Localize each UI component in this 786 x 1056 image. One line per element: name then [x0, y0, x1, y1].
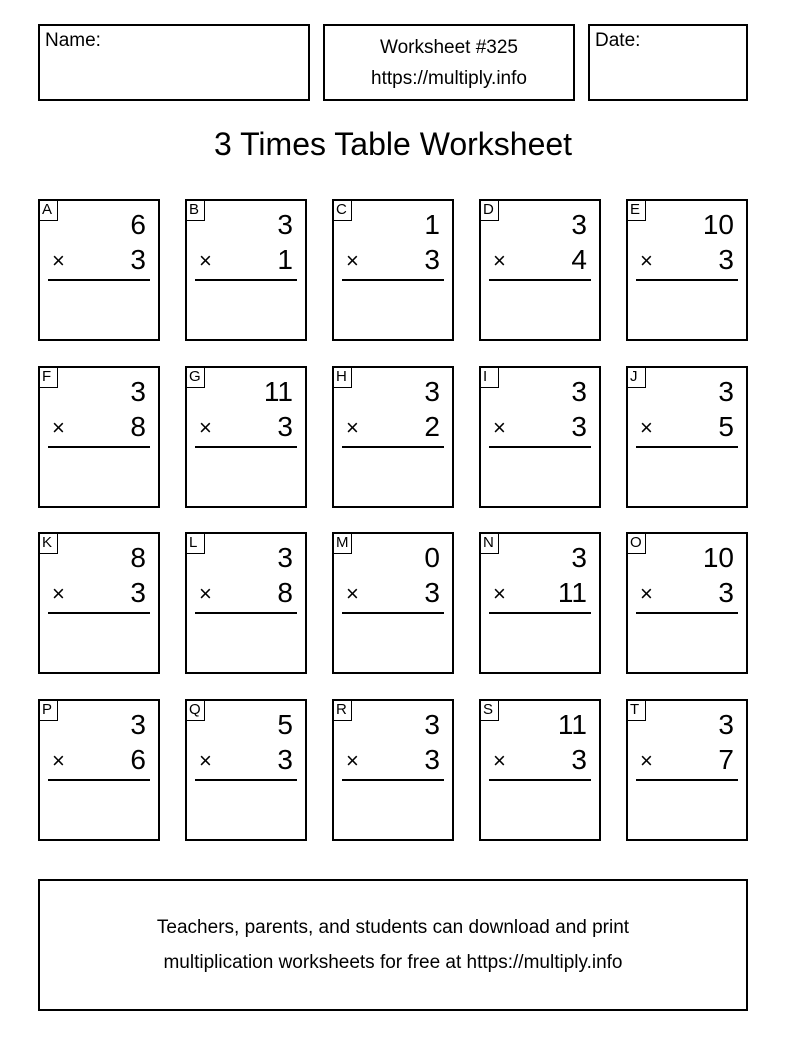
answer-line: [489, 446, 591, 448]
multiplicand: 8: [130, 542, 146, 573]
problem-letter: Q: [185, 699, 205, 721]
answer-line: [489, 779, 591, 781]
problem-card[interactable]: [38, 199, 160, 341]
problem-card[interactable]: [332, 699, 454, 841]
answer-line: [342, 779, 444, 781]
times-sign: ×: [346, 415, 359, 440]
problem-letter: T: [626, 699, 646, 721]
footer-line-1: Teachers, parents, and students can download and print: [156, 917, 630, 938]
times-sign: ×: [640, 248, 653, 273]
times-sign: ×: [346, 581, 359, 606]
problem-card[interactable]: [332, 366, 454, 508]
times-sign: ×: [640, 581, 653, 606]
problem-card[interactable]: [626, 199, 748, 341]
times-sign: ×: [493, 415, 506, 440]
answer-line: [342, 612, 444, 614]
multiplicand: 3: [571, 542, 587, 573]
times-sign: ×: [52, 248, 65, 273]
answer-line: [489, 279, 591, 281]
times-sign: ×: [52, 748, 65, 773]
answer-line: [48, 446, 150, 448]
problem-letter: K: [38, 532, 58, 554]
multiplier: 1: [277, 244, 293, 275]
problem-letter: C: [332, 199, 352, 221]
name-field-box[interactable]: [38, 24, 310, 101]
multiplicand: 3: [571, 209, 587, 240]
problem-card[interactable]: [479, 532, 601, 674]
multiplicand: 10: [702, 209, 734, 240]
date-label: Date:: [595, 30, 641, 51]
problem-card[interactable]: [185, 532, 307, 674]
page-title: 3 Times Table Worksheet: [213, 126, 573, 162]
multiplier: 3: [718, 244, 734, 275]
problem-letter: M: [332, 532, 352, 554]
problem-letter: E: [626, 199, 646, 221]
problem-letter: L: [185, 532, 205, 554]
times-sign: ×: [199, 415, 212, 440]
multiplier: 2: [424, 411, 440, 442]
times-sign: ×: [493, 748, 506, 773]
multiplier: 3: [718, 577, 734, 608]
times-sign: ×: [493, 581, 506, 606]
multiplicand: 3: [718, 376, 734, 407]
problem-card[interactable]: [626, 699, 748, 841]
problem-card[interactable]: [185, 699, 307, 841]
worksheet-url: https://multiply.info: [371, 67, 527, 89]
multiplicand: 3: [130, 376, 146, 407]
problem-letter: O: [626, 532, 646, 554]
problem-letter: H: [332, 366, 352, 388]
multiplicand: 6: [130, 209, 146, 240]
problem-letter: B: [185, 199, 205, 221]
multiplicand: 3: [424, 709, 440, 740]
answer-line: [342, 446, 444, 448]
multiplier: 3: [424, 577, 440, 608]
times-sign: ×: [52, 415, 65, 440]
answer-line: [195, 446, 297, 448]
problem-card[interactable]: [185, 366, 307, 508]
problem-letter: A: [38, 199, 58, 221]
problem-card[interactable]: [185, 199, 307, 341]
multiplicand: 3: [130, 709, 146, 740]
times-sign: ×: [346, 248, 359, 273]
multiplicand: 11: [557, 709, 587, 740]
problem-card[interactable]: [626, 532, 748, 674]
problem-letter: G: [185, 366, 205, 388]
problem-letter: D: [479, 199, 499, 221]
times-sign: ×: [52, 581, 65, 606]
multiplier: 3: [130, 577, 146, 608]
multiplier: 3: [277, 411, 293, 442]
answer-line: [195, 279, 297, 281]
multiplicand: 3: [277, 209, 293, 240]
multiplicand: 3: [424, 376, 440, 407]
multiplier: 11: [557, 577, 587, 608]
problem-card[interactable]: [38, 366, 160, 508]
problem-letter: P: [38, 699, 58, 721]
times-sign: ×: [346, 748, 359, 773]
problem-letter: I: [479, 366, 499, 388]
multiplier: 5: [718, 411, 734, 442]
times-sign: ×: [493, 248, 506, 273]
times-sign: ×: [199, 748, 212, 773]
problem-letter: J: [626, 366, 646, 388]
problem-card[interactable]: [479, 199, 601, 341]
multiplier: 3: [571, 744, 587, 775]
multiplicand: 5: [277, 709, 293, 740]
times-sign: ×: [640, 748, 653, 773]
multiplier: 3: [424, 744, 440, 775]
answer-line: [195, 779, 297, 781]
times-sign: ×: [199, 581, 212, 606]
multiplier: 8: [130, 411, 146, 442]
problem-card[interactable]: [38, 532, 160, 674]
multiplier: 7: [718, 744, 734, 775]
problem-card[interactable]: [332, 199, 454, 341]
multiplicand: 11: [263, 376, 293, 407]
multiplicand: 10: [702, 542, 734, 573]
footer-line-2: multiplication worksheets for free at https://multiply.info: [163, 952, 623, 973]
answer-line: [636, 446, 738, 448]
answer-line: [48, 279, 150, 281]
date-field-box[interactable]: [588, 24, 748, 101]
multiplier: 4: [571, 244, 587, 275]
multiplicand: 0: [424, 542, 440, 573]
name-label: Name:: [45, 30, 101, 51]
times-sign: ×: [199, 248, 212, 273]
answer-line: [636, 279, 738, 281]
multiplier: 6: [130, 744, 146, 775]
answer-line: [489, 612, 591, 614]
answer-line: [48, 779, 150, 781]
answer-line: [342, 279, 444, 281]
worksheet-number: Worksheet #325: [379, 36, 518, 58]
problem-letter: S: [479, 699, 499, 721]
multiplier: 3: [571, 411, 587, 442]
answer-line: [195, 612, 297, 614]
multiplier: 3: [277, 744, 293, 775]
multiplicand: 3: [571, 376, 587, 407]
worksheet-info-box: [323, 24, 575, 101]
footer-box: [38, 879, 748, 1011]
problem-card[interactable]: [332, 532, 454, 674]
problem-letter: F: [38, 366, 58, 388]
multiplicand: 3: [718, 709, 734, 740]
multiplicand: 3: [277, 542, 293, 573]
answer-line: [636, 779, 738, 781]
multiplier: 3: [130, 244, 146, 275]
problem-card[interactable]: [479, 699, 601, 841]
problem-card[interactable]: [38, 699, 160, 841]
times-sign: ×: [640, 415, 653, 440]
problem-letter: N: [479, 532, 499, 554]
answer-line: [48, 612, 150, 614]
problem-card[interactable]: [479, 366, 601, 508]
multiplicand: 1: [424, 209, 440, 240]
multiplier: 3: [424, 244, 440, 275]
answer-line: [636, 612, 738, 614]
problem-card[interactable]: [626, 366, 748, 508]
multiplier: 8: [277, 577, 293, 608]
problem-letter: R: [332, 699, 352, 721]
